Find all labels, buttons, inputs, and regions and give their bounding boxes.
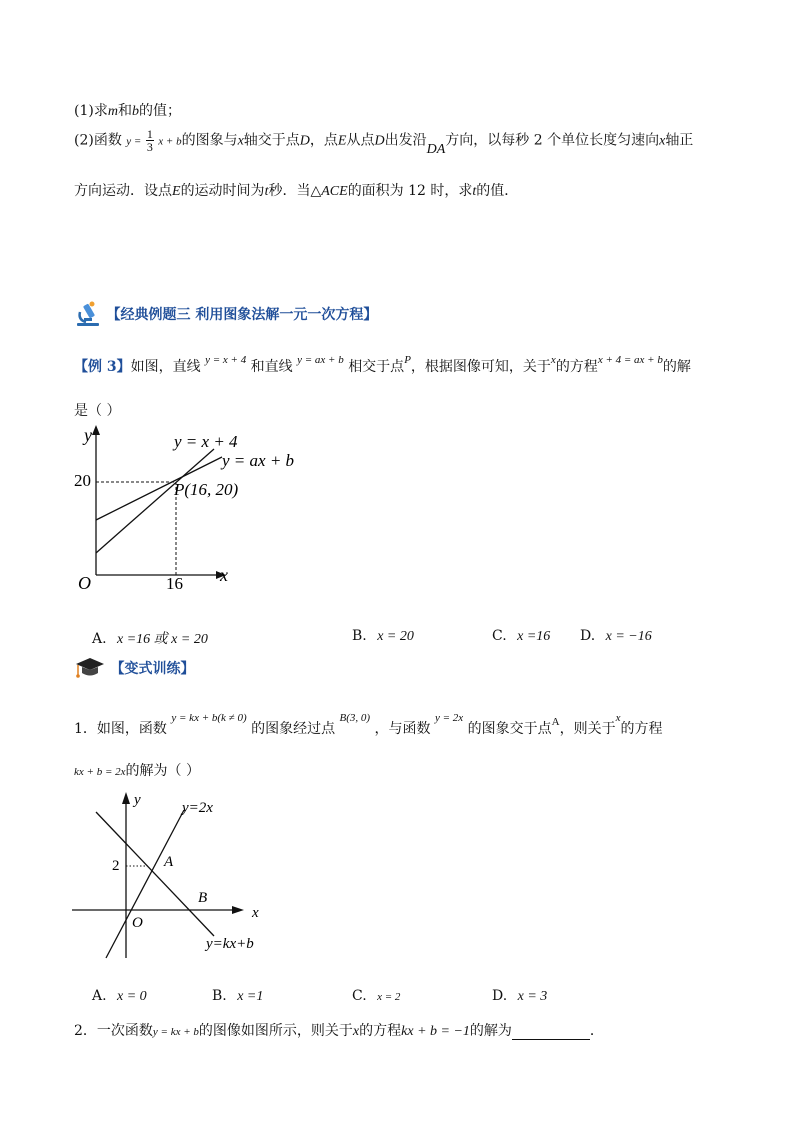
fraction-one-third: $\frac{1}{3}$ <box>146 127 153 154</box>
point-a-label: A <box>164 854 174 870</box>
var-b: b <box>131 104 139 119</box>
graduation-cap-icon <box>74 655 106 681</box>
y-axis-label: y <box>84 425 92 445</box>
question-part-2-line-1: (2)函数 y = $\frac{1}{3}$ x + b的图象与x轴交于点D，点E从点D出发沿DA方向，以每秒 2 个单位长度匀速向x轴正 <box>74 127 694 157</box>
line1-label: y = x + 4 <box>174 432 238 451</box>
graph-example-3 <box>64 425 314 600</box>
q1-line-2: kx + b = 2x的解为（ ） <box>74 763 200 779</box>
section-header: 【经典例题三 利用图象法解一元一次方程】 <box>74 300 377 328</box>
line-y-equals-x-plus-4 <box>96 449 214 553</box>
variant-header: 【变式训练】 <box>74 655 194 681</box>
point-b-label: B <box>198 890 208 906</box>
y-axis-label: y <box>134 792 141 808</box>
origin-label: O <box>78 573 91 593</box>
line1-label: y=2x <box>182 800 213 816</box>
line-y-equals-kx-plus-b <box>96 812 214 936</box>
q2-line: 2．一次函数y = kx + b的图像如图所示，则关于x的方程kx + b = −1的解为 ． <box>74 1023 604 1039</box>
y-tick-2: 2 <box>112 858 120 874</box>
example-3-line-1: 【例 3】如图，直线 $^{y = x + 4}$ 和直线 $^{y = ax + b}$ 相交于点$^P$，根据图像可知，关于$^x$的方程$^{x + 4 = ax + b}$的解 <box>74 354 691 375</box>
point-p-label: P(16, 20) <box>174 480 239 499</box>
option-b[interactable]: B. x = 20 <box>352 628 414 644</box>
option-d[interactable]: D. x = 3 <box>492 988 548 1004</box>
x-axis-label: x <box>252 905 259 921</box>
microscope-icon <box>74 300 102 328</box>
example-3-line-2: 是（ ） <box>74 403 121 419</box>
option-a[interactable]: A. x =16 或 x = 20 <box>92 631 208 647</box>
x-axis-arrow <box>232 906 244 914</box>
var-m: m <box>107 104 118 119</box>
graph-question-1 <box>66 790 286 960</box>
x-tick-16: 16 <box>166 574 183 593</box>
y-axis-arrow <box>92 425 100 435</box>
option-c[interactable]: C. x =16 <box>492 628 551 644</box>
y-axis-arrow <box>122 792 130 804</box>
line2-label: y = ax + b <box>222 451 295 470</box>
option-b[interactable]: B. x =1 <box>212 988 264 1004</box>
x-axis-label: x <box>220 565 228 585</box>
answer-blank[interactable] <box>512 1025 590 1040</box>
y-tick-20: 20 <box>74 471 91 490</box>
origin-label: O <box>132 915 143 931</box>
line2-label: y=kx+b <box>206 936 254 952</box>
line-y-equals-2x <box>106 810 184 958</box>
option-a[interactable]: A. x = 0 <box>92 988 147 1004</box>
q1-line-1: 1．如图，函数 $^{y = kx + b(k \ne 0)}$ 的图象经过点 $^{B(3, 0)}$ ，与函数 $^{y = 2x}$ 的图象交于点$^A$，则关于$^x$的方程 <box>74 712 663 737</box>
option-d[interactable]: D. x = −16 <box>580 628 652 644</box>
question-part-2-line-2: 方向运动．设点E的运动时间为t秒．当△ACE的面积为 12 时，求t的值． <box>74 183 519 199</box>
question-part-1: (1)求m和b的值； <box>74 103 181 119</box>
option-c[interactable]: C. x = 2 <box>352 988 401 1004</box>
